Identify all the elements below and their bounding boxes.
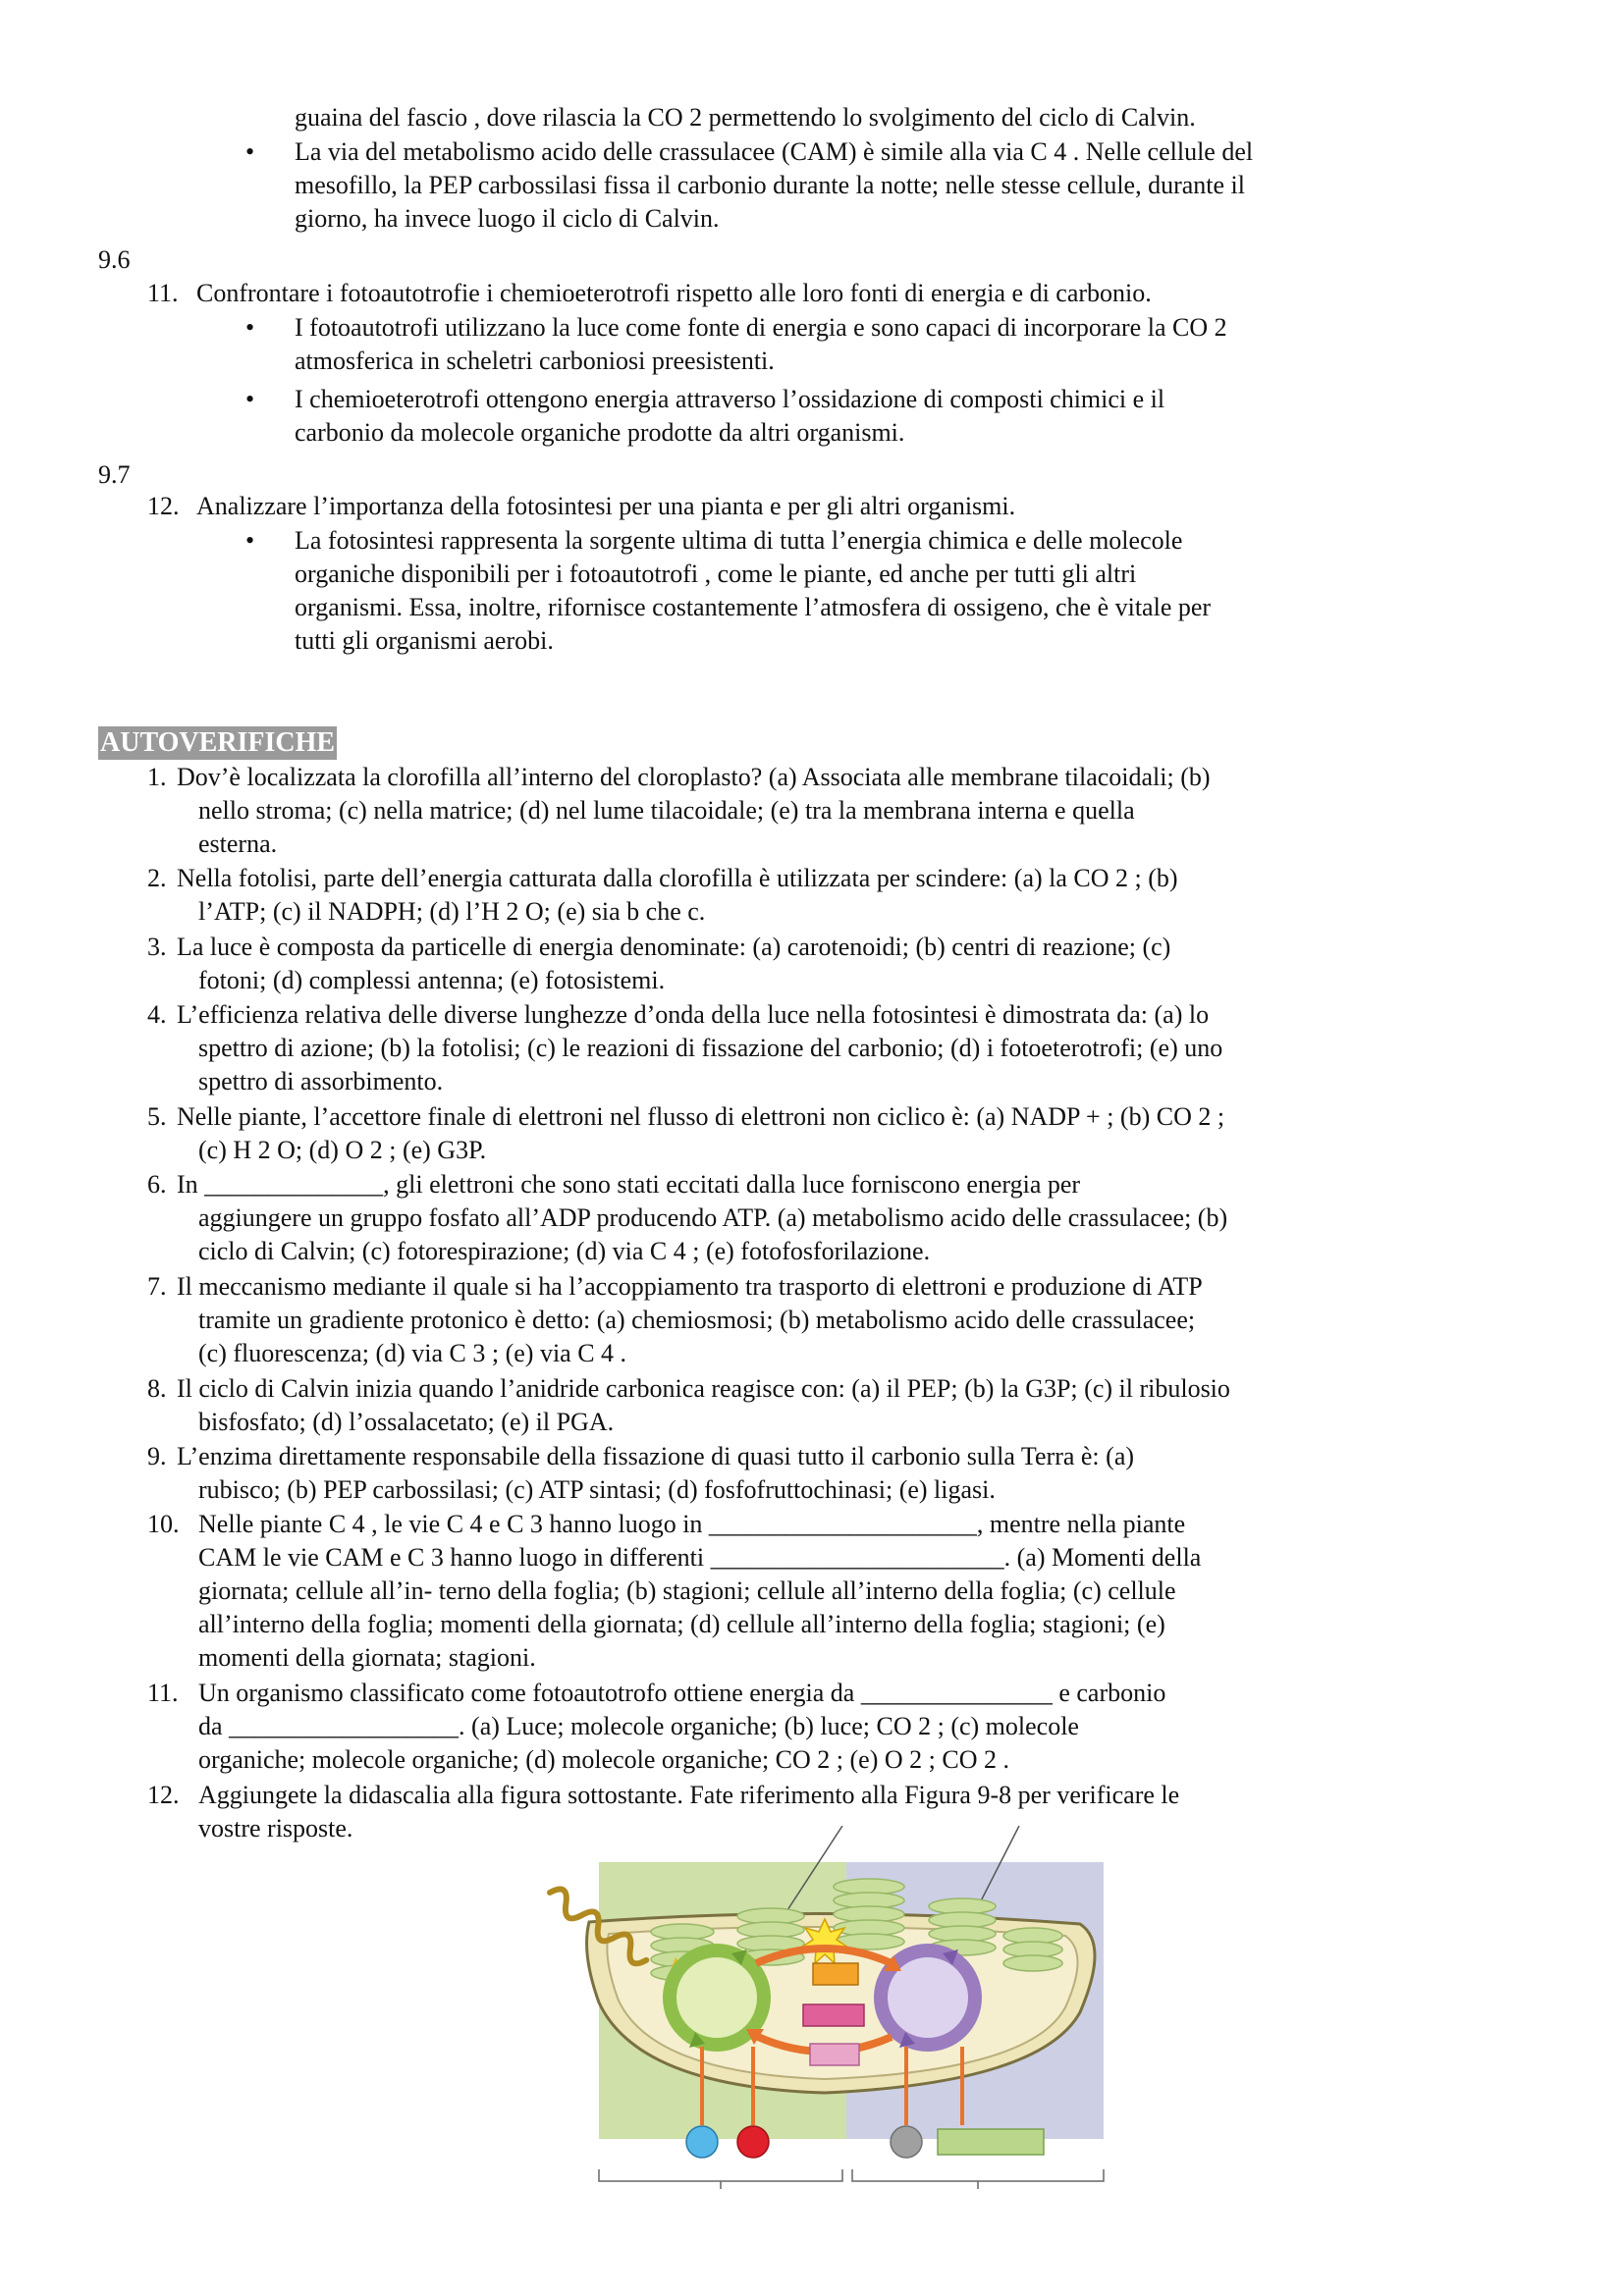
question-7-line-3: (c) fluorescenza; (d) via C 3 ; (e) via C 4 . (198, 1339, 627, 1367)
section-number-9-7: 9.7 (98, 460, 131, 489)
question-11-number: 11. (147, 1679, 179, 1707)
question-10-line-1: Nelle piante C 4 , le vie C 4 e C 3 hanno luogo in _____________________, mentre nella piante (198, 1510, 1186, 1538)
autoverifiche-heading: AUTOVERIFICHE (100, 727, 336, 758)
question-10-line-3: giornata; cellule all’in- terno della foglia; (b) stagioni; cellule all’interno della foglia; (c) cellule (198, 1576, 1176, 1605)
item-11-bullet-2-line-1: I chemioeterotrofi ottengono energia attraverso l’ossidazione di composti chimici e il (295, 385, 1165, 413)
question-2-line-2: l’ATP; (c) il NADPH; (d) l’H 2 O; (e) sia b che c. (198, 897, 706, 926)
question-1-line-3: esterna. (198, 829, 278, 858)
question-7-number: 7. (147, 1272, 167, 1301)
question-2-number: 2. (147, 864, 167, 892)
question-8-line-2: bisfosfato; (d) l’ossalacetato; (e) il PGA. (198, 1408, 615, 1436)
question-3-line-1: La luce è composta da particelle di energia denominate: (a) carotenoidi; (b) centri di reazione; (c) (177, 933, 1171, 961)
question-12-number: 12. (147, 1781, 180, 1809)
question-11-line-1: Un organismo classificato come fotoautotrofo ottiene energia da _______________ e carbonio (198, 1679, 1166, 1707)
item-12-bullet-line-3: organismi. Essa, inoltre, rifornisce costantemente l’atmosfera di ossigeno, che è vitale per (295, 593, 1212, 621)
granum-5 (1003, 1928, 1062, 1971)
bullet-dot: • (245, 137, 255, 166)
circle-red (737, 2126, 769, 2158)
question-4-line-3: spettro di assorbimento. (198, 1067, 444, 1095)
question-10-line-4: all’interno della foglia; momenti della giornata; (d) cellule all’interno della foglia; stagioni; (e) (198, 1610, 1165, 1638)
bullet-dot: • (245, 313, 255, 342)
box-orange (813, 1963, 858, 1985)
question-6-line-1: In ______________, gli elettroni che sono stati eccitati dalla luce forniscono energia per (177, 1170, 1081, 1199)
question-4-line-1: L’efficienza relativa delle diverse lunghezze d’onda della luce nella fotosintesi è dimostrata da: (a) lo (177, 1000, 1210, 1029)
box-magenta (803, 2004, 864, 2026)
question-1-number: 1. (147, 763, 167, 791)
question-7-line-1: Il meccanismo mediante il quale si ha l’accoppiamento tra trasporto di elettroni e produzione di ATP (177, 1272, 1203, 1301)
circle-blue (686, 2126, 718, 2158)
question-4-number: 4. (147, 1000, 167, 1029)
cam-bullet-line-2: mesofillo, la PEP carbossilasi fissa il carbonio durante la notte; nelle stesse cellule, durante il (295, 171, 1246, 199)
question-6-line-3: ciclo di Calvin; (c) fotorespirazione; (d) via C 4 ; (e) fotofosforilazione. (198, 1237, 931, 1265)
question-10-line-2: CAM le vie CAM e C 3 hanno luogo in differenti _______________________. (a) Momenti della (198, 1543, 1202, 1572)
question-6-line-2: aggiungere un gruppo fosfato all’ADP producendo ATP. (a) metabolismo acido delle crassulacee; (b) (198, 1203, 1228, 1232)
continuation-line: guaina del fascio , dove rilascia la CO 2 permettendo lo svolgimento del ciclo di Calvin. (295, 103, 1196, 132)
question-12-line-2: vostre risposte. (198, 1814, 353, 1842)
bracket-left (599, 2169, 842, 2181)
section-number-9-6: 9.6 (98, 245, 131, 274)
chloroplast-figure (530, 1826, 1119, 2189)
question-6-number: 6. (147, 1170, 167, 1199)
question-11-line-3: organiche; molecole organiche; (d) molecole organiche; CO 2 ; (e) O 2 ; CO 2 . (198, 1745, 1009, 1774)
bullet-dot: • (245, 385, 255, 413)
item-12-text: Analizzare l’importanza della fotosintesi per una pianta e per gli altri organismi. (196, 492, 1016, 520)
item-12-bullet-line-1: La fotosintesi rappresenta la sorgente ultima di tutta l’energia chimica e delle molecole (295, 526, 1183, 555)
question-5-line-1: Nelle piante, l’accettore finale di elettroni nel flusso di elettroni non ciclico è: (a) NADP + ; (b) CO 2 ; (177, 1102, 1225, 1131)
question-1-line-2: nello stroma; (c) nella matrice; (d) nel lume tilacoidale; (e) tra la membrana interna e quella (198, 796, 1135, 825)
question-9-number: 9. (147, 1442, 167, 1470)
bullet-dot: • (245, 526, 255, 555)
question-1-line-1: Dov’è localizzata la clorofilla all’interno del cloroplasto? (a) Associata alle membrane tilacoidali; (b) (177, 763, 1211, 791)
bracket-right (852, 2169, 1104, 2181)
question-5-line-2: (c) H 2 O; (d) O 2 ; (e) G3P. (198, 1136, 487, 1164)
item-11-text: Confrontare i fotoautotrofie i chemioeterotrofi rispetto alle loro fonti di energia e di carbonio. (196, 279, 1152, 307)
question-10-number: 10. (147, 1510, 180, 1538)
granum-3 (834, 1879, 904, 1949)
question-4-line-2: spettro di azione; (b) la fotolisi; (c) le reazioni di fissazione del carbonio; (d) i fotoeterotrofi; (e) uno (198, 1034, 1223, 1062)
item-11-bullet-1-line-1: I fotoautotrofi utilizzano la luce come fonte di energia e sono capaci di incorporare la CO 2 (295, 313, 1227, 342)
item-12-bullet-line-4: tutti gli organismi aerobi. (295, 626, 554, 655)
question-12-line-1: Aggiungete la didascalia alla figura sottostante. Fate riferimento alla Figura 9-8 per verificare le (198, 1781, 1180, 1809)
question-11-line-2: da __________________. (a) Luce; molecole organiche; (b) luce; CO 2 ; (c) molecole (198, 1712, 1079, 1740)
question-5-number: 5. (147, 1102, 167, 1131)
box-green (938, 2129, 1044, 2155)
item-11-number: 11. (147, 279, 179, 307)
question-8-number: 8. (147, 1374, 167, 1403)
item-11-bullet-2-line-2: carbonio da molecole organiche prodotte da altri organismi. (295, 418, 905, 447)
question-2-line-1: Nella fotolisi, parte dell’energia catturata dalla clorofilla è utilizzata per scindere: (a) la CO 2 ; (b) (177, 864, 1178, 892)
question-3-line-2: fotoni; (d) complessi antenna; (e) fotosistemi. (198, 966, 666, 994)
item-11-bullet-1-line-2: atmosferica in scheletri carboniosi preesistenti. (295, 347, 775, 375)
item-12-bullet-line-2: organiche disponibili per i fotoautotrofi , come le piante, ed anche per tutti gli altri (295, 560, 1137, 588)
item-12-number: 12. (147, 492, 180, 520)
question-10-line-5: momenti della giornata; stagioni. (198, 1643, 536, 1672)
question-8-line-1: Il ciclo di Calvin inizia quando l’anidride carbonica reagisce con: (a) il PEP; (b) la G3P; (c) il ribulosio (177, 1374, 1230, 1403)
circle-gray (891, 2126, 922, 2158)
cam-bullet-line-1: La via del metabolismo acido delle crassulacee (CAM) è simile alla via C 4 . Nelle cellule del (295, 137, 1254, 166)
question-7-line-2: tramite un gradiente protonico è detto: (a) chemiosmosi; (b) metabolismo acido delle crassulacee; (198, 1306, 1196, 1334)
question-9-line-2: rubisco; (b) PEP carbossilasi; (c) ATP sintasi; (d) fosfofruttochinasi; (e) ligasi. (198, 1475, 996, 1504)
box-pink (810, 2044, 859, 2065)
question-3-number: 3. (147, 933, 167, 961)
question-9-line-1: L’enzima direttamente responsabile della fissazione di quasi tutto il carbonio sulla Terra è: (a) (177, 1442, 1135, 1470)
cam-bullet-line-3: giorno, ha invece luogo il ciclo di Calvin. (295, 204, 720, 233)
